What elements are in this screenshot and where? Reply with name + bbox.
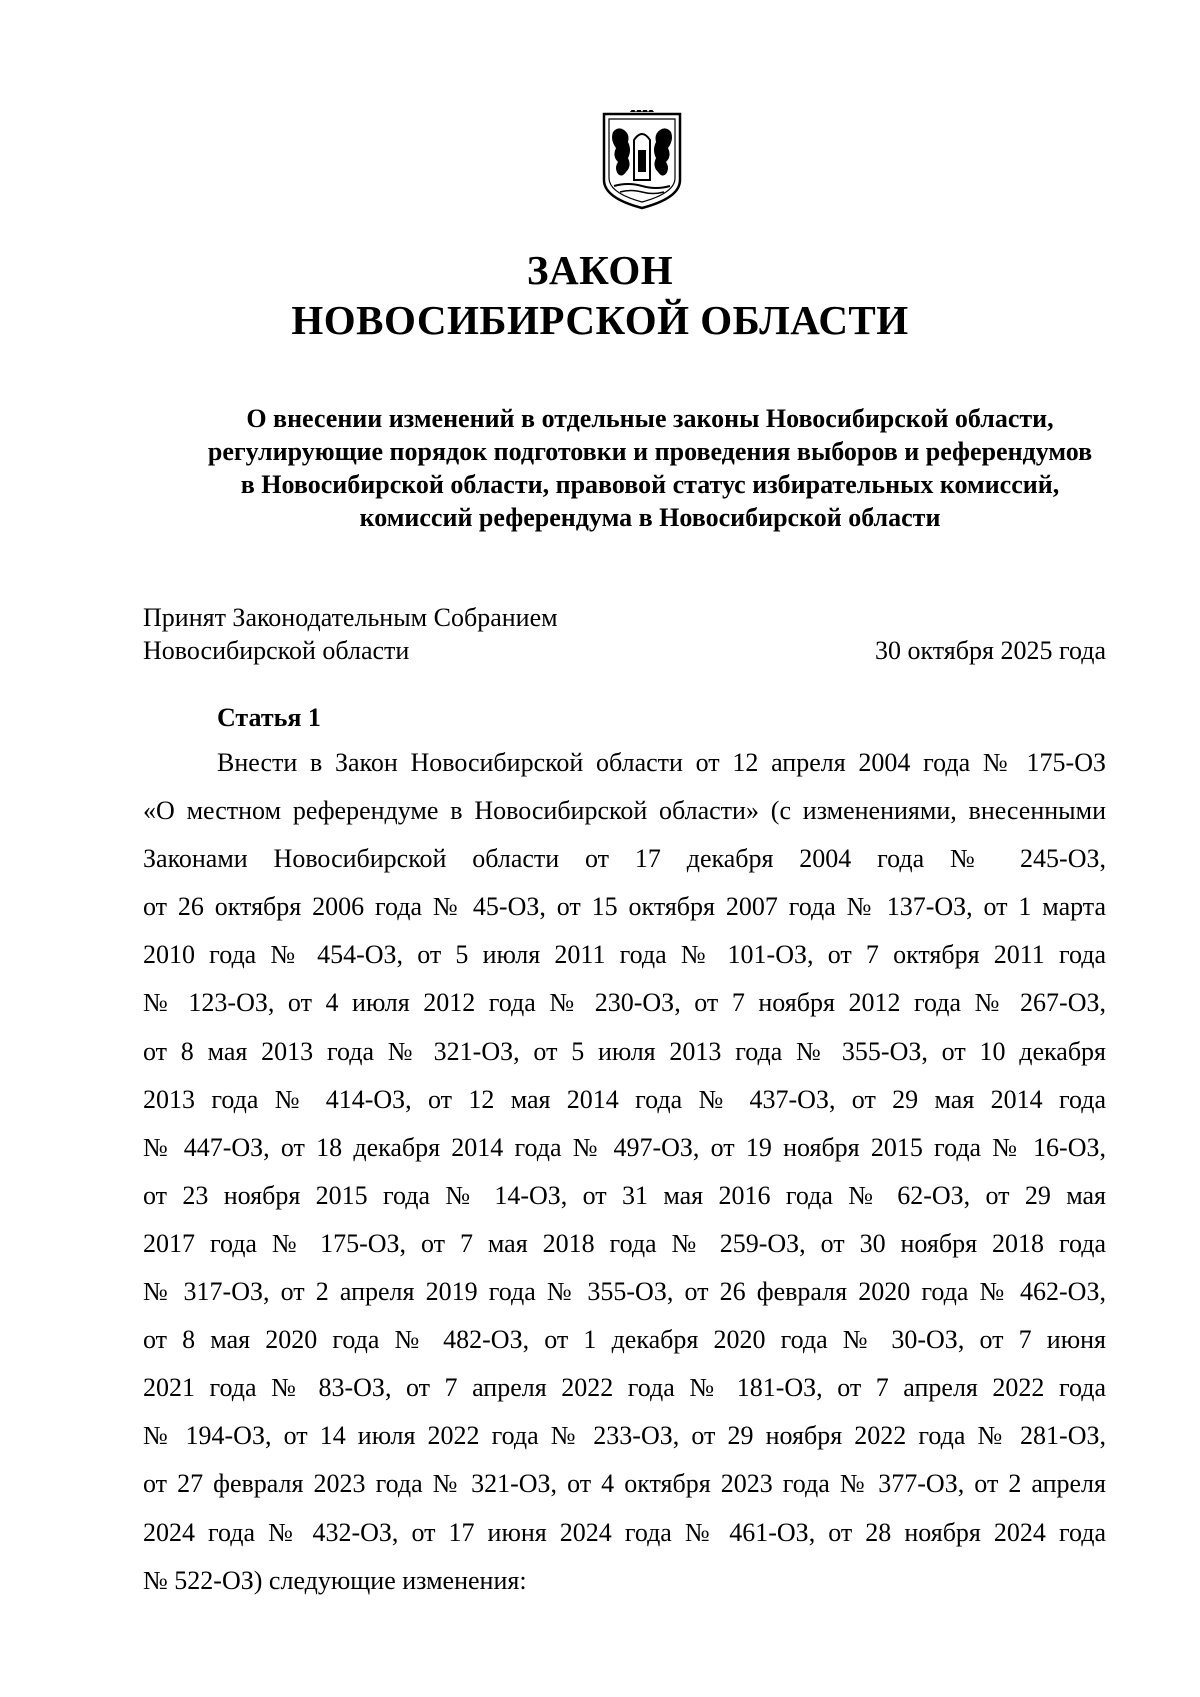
body-line: от 26 октября 2006 года № 45-ОЗ, от 15 октября 2007 года № 137-ОЗ, от 1 марта [143,892,1106,922]
body-line: от 23 ноября 2015 года № 14-ОЗ, от 31 мая 2016 года № 62-ОЗ, от 29 мая [143,1180,1106,1210]
body-line: № 447-ОЗ, от 18 декабря 2014 года № 497-ОЗ, от 19 ноября 2015 года № 16-ОЗ, [143,1132,1106,1162]
law-title-line2: НОВОСИБИРСКОЙ ОБЛАСТИ [291,297,909,343]
body-line: от 8 мая 2013 года № 321-ОЗ, от 5 июля 2013 года № 355-ОЗ, от 10 декабря [143,1036,1106,1066]
adoption-line: Новосибирской области [143,636,410,665]
body-line: 2024 года № 432-ОЗ, от 17 июня 2024 года № 461-ОЗ, от 28 ноября 2024 года [143,1517,1106,1547]
body-line: от 8 мая 2020 года № 482-ОЗ, от 1 декабря 2020 года № 30-ОЗ, от 7 июня [143,1325,1106,1355]
body-line: Внести в Закон Новосибирской области от 12 апреля 2004 года № 175-ОЗ [217,748,1106,777]
body-line: «О местном референдуме в Новосибирской области» (с изменениями, внесенными [143,796,1106,826]
body-line: 2017 года № 175-ОЗ, от 7 мая 2018 года № 259-ОЗ, от 30 ноября 2018 года [143,1228,1106,1258]
body-line: 2010 года № 454-ОЗ, от 5 июля 2011 года № 101-ОЗ, от 7 октября 2011 года [143,940,1106,970]
subject-line: в Новосибирской области, правовой статус избирательных комиссий, [240,470,1060,499]
subject-line: регулирующие порядок подготовки и проведения выборов и референдумов [207,437,1093,466]
body-line: № 317-ОЗ, от 2 апреля 2019 года № 355-ОЗ, от 26 февраля 2020 года № 462-ОЗ, [143,1277,1106,1307]
law-title-line1: ЗАКОН [526,247,674,293]
body-line: 2013 года № 414-ОЗ, от 12 мая 2014 года № 437-ОЗ, от 29 мая 2014 года [143,1084,1106,1114]
body-line: № 522-ОЗ) следующие изменения: [143,1565,527,1595]
article-body [143,746,1106,1612]
adoption-line: Принят Законодательным Собранием [143,603,558,632]
adoption-statement [143,601,558,667]
body-line: № 123-ОЗ, от 4 июля 2012 года № 230-ОЗ, от 7 ноября 2012 года № 267-ОЗ, [143,988,1106,1018]
subject-line: комиссий референдума в Новосибирской области [359,503,941,532]
coat-of-arms-icon [600,110,684,212]
body-line: от 27 февраля 2023 года № 321-ОЗ, от 4 октября 2023 года № 377-ОЗ, от 2 апреля [143,1469,1106,1499]
body-line: Законами Новосибирской области от 17 декабря 2004 года № 245-ОЗ, [143,844,1106,874]
body-line: 2021 года № 83-ОЗ, от 7 апреля 2022 года № 181-ОЗ, от 7 апреля 2022 года [143,1373,1106,1403]
law-subject [100,402,1200,534]
subject-line: О внесении изменений в отдельные законы Новосибирской области, [246,404,1054,433]
body-line: № 194-ОЗ, от 14 июля 2022 года № 233-ОЗ, от 29 ноября 2022 года № 281-ОЗ, [143,1421,1106,1451]
article-heading: Статья 1 [217,703,321,732]
adoption-date: 30 октября 2025 года [875,636,1106,665]
